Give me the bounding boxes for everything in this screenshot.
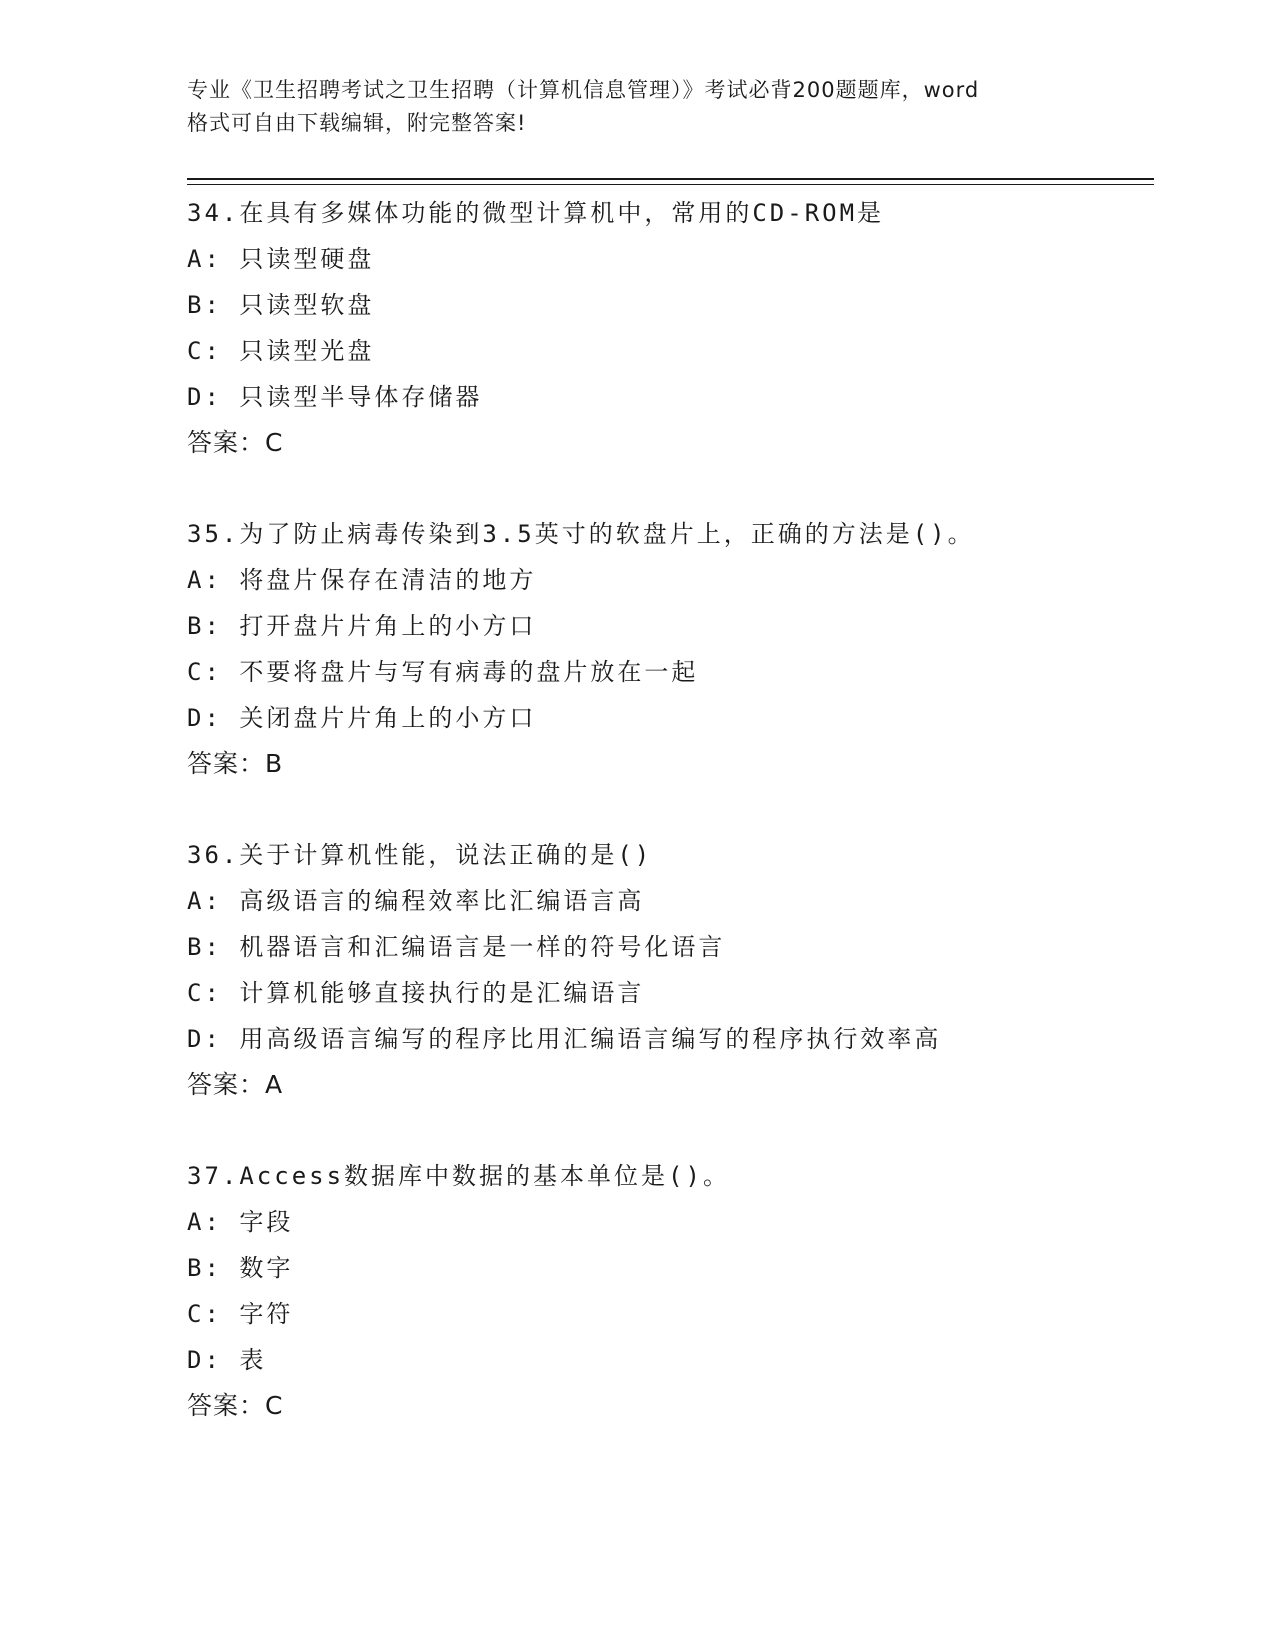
option-c: C: 不要将盘片与写有病毒的盘片放在一起 (187, 658, 699, 686)
option-a: A: 只读型硬盘 (187, 245, 375, 273)
question-list (187, 190, 1147, 1474)
answer-label: 答案：B (187, 749, 284, 778)
header-divider-thick (187, 178, 1154, 180)
option-b: B: 数字 (187, 1254, 294, 1282)
option-c: C: 字符 (187, 1300, 294, 1328)
header-title-line-2: 格式可自由下载编辑，附完整答案! (187, 111, 527, 135)
question-36 (187, 832, 1147, 1108)
option-c: C: 只读型光盘 (187, 337, 375, 365)
answer-label: 答案：C (187, 428, 284, 457)
option-a: A: 字段 (187, 1208, 294, 1236)
option-b: B: 只读型软盘 (187, 291, 375, 319)
answer-label: 答案：C (187, 1391, 284, 1420)
question-stem: 37.Access数据库中数据的基本单位是()。 (187, 1162, 730, 1190)
option-b: B: 打开盘片片角上的小方口 (187, 612, 537, 640)
option-d: D: 用高级语言编写的程序比用汇编语言编写的程序执行效率高 (187, 1025, 942, 1053)
question-stem: 36.关于计算机性能，说法正确的是() (187, 841, 653, 869)
option-d: D: 只读型半导体存储器 (187, 383, 483, 411)
option-d: D: 表 (187, 1346, 267, 1374)
question-stem: 35.为了防止病毒传染到3.5英寸的软盘片上，正确的方法是()。 (187, 520, 975, 548)
option-a: A: 高级语言的编程效率比汇编语言高 (187, 887, 645, 915)
header-title-line-1: 专业《卫生招聘考试之卫生招聘（计算机信息管理）》考试必背200题题库，word (187, 78, 980, 102)
question-35 (187, 511, 1147, 787)
option-c: C: 计算机能够直接执行的是汇编语言 (187, 979, 645, 1007)
question-34 (187, 190, 1147, 466)
document-header (187, 74, 1087, 140)
option-d: D: 关闭盘片片角上的小方口 (187, 704, 537, 732)
header-divider-thin (187, 184, 1154, 185)
option-b: B: 机器语言和汇编语言是一样的符号化语言 (187, 933, 726, 961)
option-a: A: 将盘片保存在清洁的地方 (187, 566, 537, 594)
answer-label: 答案：A (187, 1070, 284, 1099)
question-37 (187, 1153, 1147, 1429)
question-stem: 34.在具有多媒体功能的微型计算机中，常用的CD-ROM是 (187, 199, 885, 227)
